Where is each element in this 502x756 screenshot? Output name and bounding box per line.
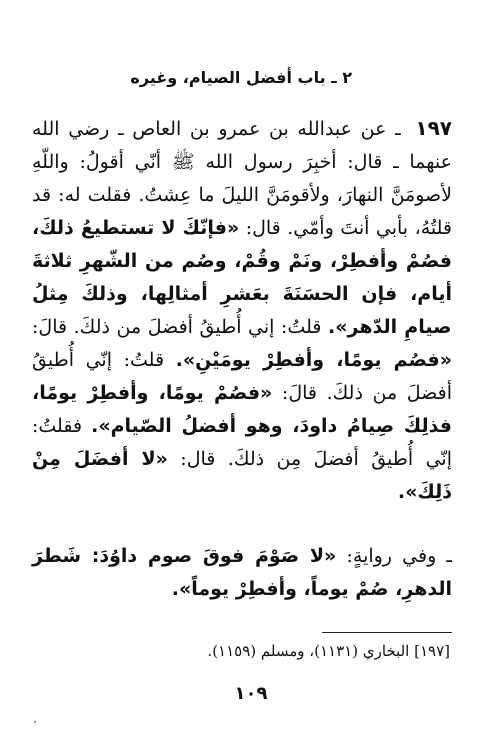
footnote-divider: [322, 632, 452, 633]
scan-speck: [34, 721, 36, 723]
footnote: [١٩٧] البخاري (١١٣١)، ومسلم (١١٥٩).: [207, 642, 450, 660]
riwaya-intro: ـ وفي روايةٍ:: [336, 545, 452, 567]
page-number: ١٠٩: [234, 683, 268, 704]
riwaya-quote: «لا صَوْمَ فوقَ صوم داوُدَ: شَطرَ الدهرِ، صُمْ يوماً، وأفطِرْ يوماً».: [32, 545, 452, 600]
chapter-heading: ٢ ـ باب أفضل الصيام، وغيره: [130, 68, 352, 87]
hadith-number: ١٩٧: [415, 116, 452, 140]
hadith-paragraph: [32, 112, 452, 509]
prophet-quote-4: «لا أفضَلَ مِنْ ذَلِكَ».: [32, 448, 452, 503]
narration-text-2: قلتُ: إني أُطيقُ أفضلَ من ذلكَ. قالَ:: [32, 316, 322, 338]
prophet-quote-3: «فصُمْ يومًا، وأفطِرْ يومًا، فذلِكَ صِيامُ داودَ، وهو أفضلُ الصّيام».: [32, 382, 452, 437]
riwaya-paragraph: [32, 540, 452, 606]
hadith-narration: ـ عن عبدالله بن عمرو بن العاص ـ رضي الله عنهما ـ قال: أخبِرَ رسول الله ﷺ أنّي أقولُ: واللّهِ لأصومَنَّ النهارَ، ولأقومَنَّ الليلَ ما عِشتُ. فقلت له: قد قلتُهُ، بأبي أنتَ وأمّي. قال:: [32, 118, 452, 239]
narration-text-3: قلتُ: إنّي أُطيقُ أفضلَ من ذلكَ. قالَ:: [32, 349, 452, 404]
narration-text-4: فقلتُ: إنّي أُطيقُ أفضلَ مِن ذلكَ. قال:: [32, 415, 452, 470]
prophet-quote-1: «فإنّكَ لا تستطيعُ ذلكَ، فصُمْ وأفطِرْ، ونَمْ وقُمْ، وصُم من الشّهرِ ثلاثةَ أيام، فإن الحسَنَةَ بعَشرِ أمثالِها، وذلكَ مِثلُ صيامِ الدّهر».: [32, 217, 452, 338]
prophet-quote-2: «فصُم يومًا، وأفطِرْ يومَيْنِ».: [175, 349, 452, 371]
